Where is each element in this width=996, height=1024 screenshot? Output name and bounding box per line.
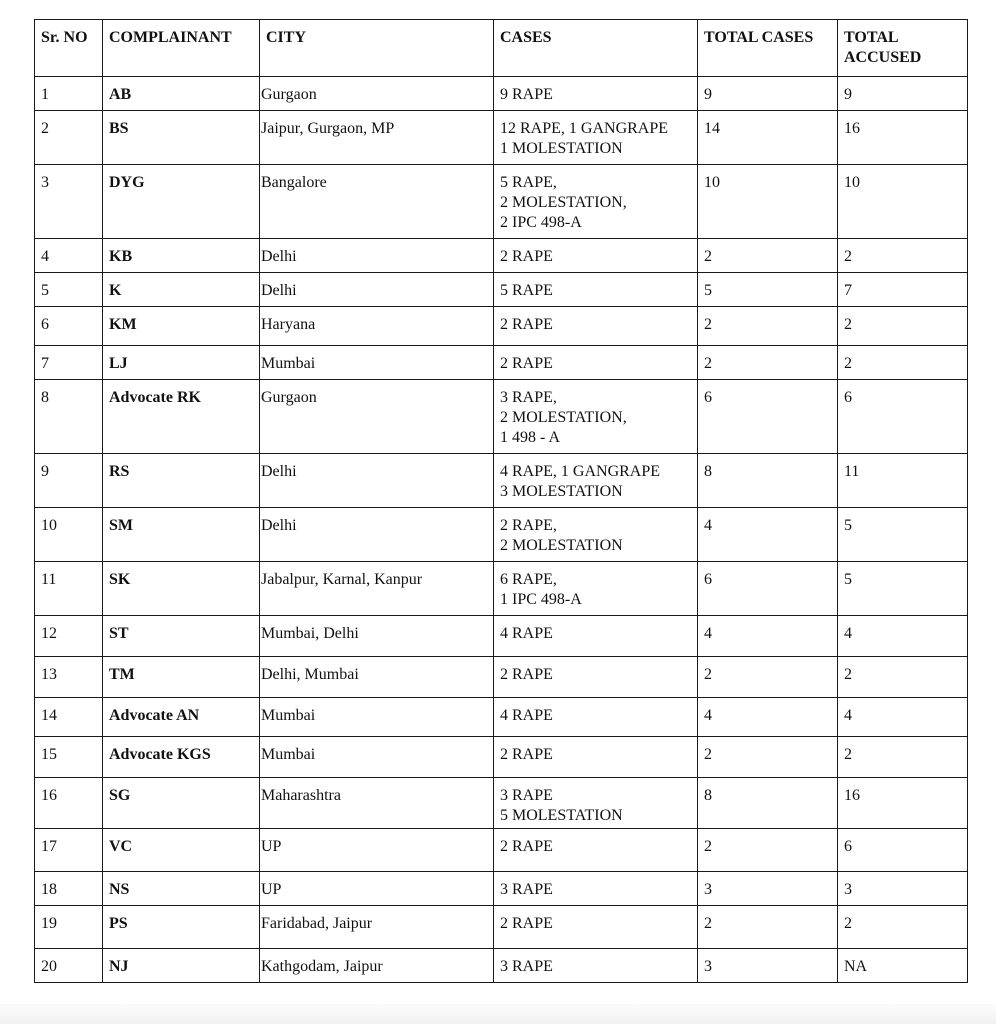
sr-no-cell: 14 [35, 698, 103, 737]
cases-cell [494, 657, 698, 698]
table-row [35, 872, 968, 906]
cases-cell [494, 111, 698, 165]
cases-cell [494, 380, 698, 454]
sr-no-cell: 5 [35, 273, 103, 307]
city-cell: Jabalpur, Karnal, Kanpur [260, 562, 494, 616]
complainant-cell: PS [103, 906, 260, 949]
sr-no-cell: 4 [35, 239, 103, 273]
total-cases-cell: 5 [698, 273, 838, 307]
cases-line: 2 MOLESTATION, [500, 409, 627, 426]
total-cases-cell: 2 [698, 829, 838, 872]
cases-line: 9 RAPE [500, 86, 553, 103]
sr-no-cell: 18 [35, 872, 103, 906]
cases-line: 2 MOLESTATION [500, 537, 623, 554]
sr-no-cell: 20 [35, 949, 103, 983]
cases-cell [494, 77, 698, 111]
cases-cell [494, 239, 698, 273]
cases-line: 3 MOLESTATION [500, 483, 623, 500]
total-accused-cell: 16 [838, 778, 968, 829]
complainant-cell: ST [103, 616, 260, 657]
sr-no-cell: 7 [35, 346, 103, 380]
header-row [35, 20, 968, 77]
sr-no-cell: 10 [35, 508, 103, 562]
city-cell: Delhi [260, 273, 494, 307]
cases-cell [494, 616, 698, 657]
sr-no-cell: 2 [35, 111, 103, 165]
complainant-cell: KM [103, 307, 260, 346]
cases-line: 5 RAPE [500, 282, 553, 299]
table-row [35, 239, 968, 273]
cases-line: 2 RAPE [500, 915, 553, 932]
total-cases-cell: 9 [698, 77, 838, 111]
cases-cell [494, 165, 698, 239]
sr-no-cell: 19 [35, 906, 103, 949]
table-row [35, 657, 968, 698]
sr-no-cell: 1 [35, 77, 103, 111]
total-accused-cell: 10 [838, 165, 968, 239]
cases-line: 1 MOLESTATION [500, 140, 623, 157]
complainant-cell: SG [103, 778, 260, 829]
cases-line: 3 RAPE [500, 881, 553, 898]
table-row [35, 273, 968, 307]
total-cases-cell: 8 [698, 778, 838, 829]
total-accused-cell: 5 [838, 562, 968, 616]
complainant-cell: AB [103, 77, 260, 111]
cases-line: 1 498 - A [500, 429, 560, 446]
total-accused-cell: 2 [838, 737, 968, 778]
complainant-cell: K [103, 273, 260, 307]
city-cell: Delhi [260, 508, 494, 562]
complainant-cell: KB [103, 239, 260, 273]
total-cases-cell: 2 [698, 906, 838, 949]
total-cases-cell: 2 [698, 346, 838, 380]
total-accused-cell: 11 [838, 454, 968, 508]
cases-line: 5 MOLESTATION [500, 807, 623, 824]
sr-no-cell: 12 [35, 616, 103, 657]
total-accused-cell: 3 [838, 872, 968, 906]
cases-line: 3 RAPE, [500, 389, 557, 406]
table-row [35, 307, 968, 346]
complainant-cell: SM [103, 508, 260, 562]
complainant-cell: LJ [103, 346, 260, 380]
total-cases-cell: 6 [698, 562, 838, 616]
table-row [35, 454, 968, 508]
complainant-cell: SK [103, 562, 260, 616]
city-cell: UP [260, 829, 494, 872]
total-accused-cell: 2 [838, 906, 968, 949]
column-header-total-accused [838, 20, 968, 77]
total-cases-cell: 4 [698, 616, 838, 657]
cases-line: 2 RAPE [500, 316, 553, 333]
cases-line: 2 RAPE, [500, 517, 557, 534]
cases-line: 4 RAPE, 1 GANGRAPE [500, 463, 661, 480]
cases-line: 4 RAPE [500, 707, 553, 724]
table-row [35, 346, 968, 380]
table-row [35, 77, 968, 111]
total-cases-cell: 2 [698, 737, 838, 778]
total-accused-cell: 4 [838, 698, 968, 737]
total-accused-cell: 2 [838, 346, 968, 380]
total-accused-cell: 4 [838, 616, 968, 657]
table-row [35, 616, 968, 657]
complainant-cell: Advocate KGS [103, 737, 260, 778]
sr-no-cell: 15 [35, 737, 103, 778]
cases-line: 5 RAPE, [500, 174, 557, 191]
cases-line: 3 RAPE [500, 787, 553, 804]
total-accused-cell: 2 [838, 239, 968, 273]
city-cell: Mumbai, Delhi [260, 616, 494, 657]
city-cell: Mumbai [260, 737, 494, 778]
total-accused-cell: 2 [838, 657, 968, 698]
cases-line: 2 RAPE [500, 746, 553, 763]
cases-line: 2 RAPE [500, 355, 553, 372]
city-cell: Gurgaon [260, 380, 494, 454]
sr-no-cell: 17 [35, 829, 103, 872]
city-cell: Mumbai [260, 698, 494, 737]
complainant-cell: RS [103, 454, 260, 508]
city-cell: Delhi, Mumbai [260, 657, 494, 698]
cases-line: 4 RAPE [500, 625, 553, 642]
city-cell: Jaipur, Gurgaon, MP [260, 111, 494, 165]
cases-cell [494, 346, 698, 380]
cases-cell [494, 454, 698, 508]
sr-no-cell: 6 [35, 307, 103, 346]
table-row [35, 380, 968, 454]
sr-no-cell: 3 [35, 165, 103, 239]
cases-line: 2 IPC 498-A [500, 214, 582, 231]
total-cases-cell: 10 [698, 165, 838, 239]
total-cases-cell: 8 [698, 454, 838, 508]
column-header-total-cases: TOTAL CASES [698, 20, 838, 77]
total-cases-cell: 4 [698, 698, 838, 737]
total-cases-cell: 2 [698, 657, 838, 698]
city-cell: Delhi [260, 454, 494, 508]
sr-no-cell: 16 [35, 778, 103, 829]
cases-cell [494, 737, 698, 778]
cases-cell [494, 906, 698, 949]
complaints-table [34, 19, 968, 983]
column-header-sr-no: Sr. NO [35, 20, 103, 77]
total-cases-cell: 14 [698, 111, 838, 165]
cases-line: 2 RAPE [500, 248, 553, 265]
city-cell: Haryana [260, 307, 494, 346]
table-row [35, 562, 968, 616]
total-cases-cell: 3 [698, 949, 838, 983]
total-accused-cell: 2 [838, 307, 968, 346]
cases-cell [494, 307, 698, 346]
cases-cell [494, 562, 698, 616]
complainant-cell: NS [103, 872, 260, 906]
city-cell: Mumbai [260, 346, 494, 380]
city-cell: Faridabad, Jaipur [260, 906, 494, 949]
complainant-cell: Advocate AN [103, 698, 260, 737]
city-cell: Gurgaon [260, 77, 494, 111]
total-accused-cell: 6 [838, 829, 968, 872]
total-accused-cell: 9 [838, 77, 968, 111]
cases-cell [494, 698, 698, 737]
column-header-cases: CASES [494, 20, 698, 77]
total-accused-cell: 6 [838, 380, 968, 454]
table-row [35, 778, 968, 829]
cases-line: 2 RAPE [500, 838, 553, 855]
complainant-cell: DYG [103, 165, 260, 239]
city-cell: Delhi [260, 239, 494, 273]
total-accused-cell: 16 [838, 111, 968, 165]
cases-cell [494, 949, 698, 983]
total-accused-cell: 5 [838, 508, 968, 562]
complainant-cell: NJ [103, 949, 260, 983]
total-accused-header-line: ACCUSED [844, 49, 922, 66]
table-row [35, 737, 968, 778]
total-cases-cell: 3 [698, 872, 838, 906]
city-cell: UP [260, 872, 494, 906]
sr-no-cell: 13 [35, 657, 103, 698]
total-cases-cell: 2 [698, 239, 838, 273]
cases-cell [494, 872, 698, 906]
complainant-cell: VC [103, 829, 260, 872]
total-cases-cell: 6 [698, 380, 838, 454]
complainant-cell: TM [103, 657, 260, 698]
sr-no-cell: 9 [35, 454, 103, 508]
table-row [35, 111, 968, 165]
table-row [35, 829, 968, 872]
table-row [35, 508, 968, 562]
cases-line: 2 RAPE [500, 666, 553, 683]
sr-no-cell: 8 [35, 380, 103, 454]
cases-line: 12 RAPE, 1 GANGRAPE [500, 120, 669, 137]
cases-line: 3 RAPE [500, 958, 553, 975]
cases-line: 1 IPC 498-A [500, 591, 582, 608]
total-accused-cell: NA [838, 949, 968, 983]
city-cell: Bangalore [260, 165, 494, 239]
page-bottom-edge [0, 1004, 996, 1024]
total-cases-cell: 4 [698, 508, 838, 562]
table-row [35, 949, 968, 983]
cases-cell [494, 778, 698, 829]
cases-cell [494, 829, 698, 872]
table-row [35, 165, 968, 239]
city-cell: Maharashtra [260, 778, 494, 829]
table-row [35, 906, 968, 949]
complainant-cell: Advocate RK [103, 380, 260, 454]
cases-line: 2 MOLESTATION, [500, 194, 627, 211]
total-accused-cell: 7 [838, 273, 968, 307]
table-body [35, 77, 968, 983]
column-header-city: CITY [260, 20, 494, 77]
complainant-cell: BS [103, 111, 260, 165]
column-header-complainant: COMPLAINANT [103, 20, 260, 77]
total-accused-header-line: TOTAL [844, 29, 899, 46]
total-cases-cell: 2 [698, 307, 838, 346]
sr-no-cell: 11 [35, 562, 103, 616]
cases-cell [494, 508, 698, 562]
table-row [35, 698, 968, 737]
cases-cell [494, 273, 698, 307]
cases-line: 6 RAPE, [500, 571, 557, 588]
city-cell: Kathgodam, Jaipur [260, 949, 494, 983]
